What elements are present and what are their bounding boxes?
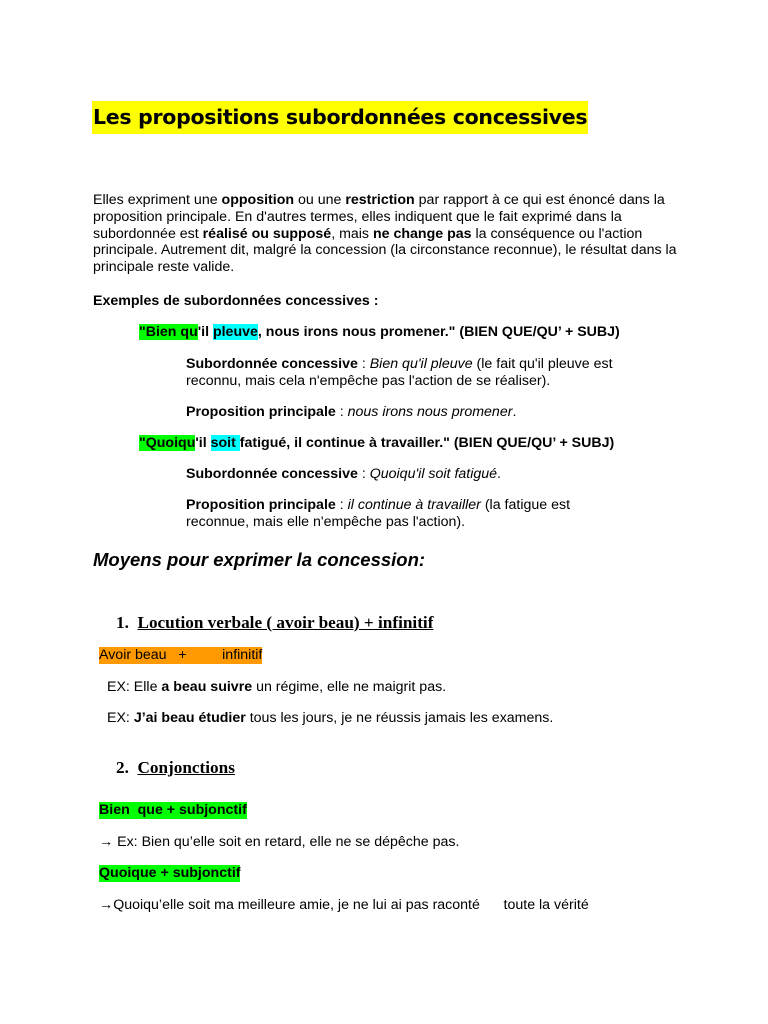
main-clause-italic: nous irons nous promener (347, 404, 513, 420)
section1-title: Locution verbale ( avoir beau) + infinitif (137, 613, 434, 632)
example2-text: fatigué, il continue à travailler." (BIEN QUE/QU’ + SUBJ) (239, 435, 615, 451)
section1-formula: Avoir beau + infinitif (99, 647, 263, 663)
separator: : (335, 404, 348, 420)
example2-highlight-cyan: soit (210, 435, 240, 451)
example2-sentence (139, 435, 614, 452)
example2-highlight-green: "Quoiqu (139, 435, 196, 451)
intro-bold-opposition: opposition (221, 192, 295, 208)
subordinate-explanation: . (497, 466, 501, 482)
example2-text: 'il (195, 435, 211, 451)
example1-text: , nous irons nous promener." (BIEN QUE/QU’ + SUBJ) (257, 324, 620, 340)
main-clause-label: Proposition principale (186, 497, 336, 513)
section2-title: Conjonctions (137, 758, 235, 777)
subordinate-explanation: (le fait qu'il pleuve est reconnu, mais cela n'empêche pas l'action de se réaliser). (186, 356, 613, 389)
example1-subordinate (186, 356, 666, 390)
means-heading: Moyens pour exprimer la concession: (93, 549, 426, 570)
intro-text: la conséquence ou l'action principale. Autrement dit, malgré la concession (la circonstance reconnue), le résultat dans la principale reste valide. (93, 225, 677, 276)
section2-item1-label: Bien que + subjonctif (99, 802, 247, 818)
example-rest: tous les jours, je ne réussis jamais les examens. (245, 710, 554, 726)
separator: : (357, 356, 370, 372)
section1-heading (116, 613, 433, 633)
intro-bold-realise: réalisé ou supposé (202, 225, 332, 242)
main-clause-label: Proposition principale (186, 404, 336, 420)
section2-item2-label: Quoique + subjonctif (99, 865, 241, 881)
intro-text: ou une (294, 192, 346, 208)
example-prefix: EX: (107, 710, 134, 726)
intro-text: par rapport à ce qui est énoncé dans la proposition principale. En d'autres termes, elles indiquent que le fait exprimé dans la subordonnée est (93, 192, 665, 242)
example2-main-clause (186, 497, 626, 531)
example1-main-clause (186, 404, 516, 421)
example-bold: J’ai beau étudier (133, 710, 246, 726)
intro-bold-ne-change-pas: ne change pas (372, 225, 472, 242)
main-clause-rest: . (512, 404, 517, 420)
main-clause-italic: il continue à travailler (347, 497, 481, 513)
example-rest: un régime, elle ne maigrit pas. (252, 679, 447, 695)
example2-subordinate (186, 466, 501, 483)
subordinate-italic: Quoiqu'il soit fatigué (369, 466, 498, 482)
section2-number: 2. (116, 758, 129, 777)
examples-heading: Exemples de subordonnées concessives : (93, 293, 379, 309)
intro-paragraph (93, 192, 693, 276)
subordinate-label: Subordonnée concessive (186, 356, 358, 372)
section2-heading (116, 758, 235, 778)
example1-highlight-green: "Bien qu (139, 324, 198, 340)
main-clause-rest: (la fatigue est reconnue, mais elle n'empêche pas l'action). (186, 497, 571, 530)
intro-bold-restriction: restriction (345, 192, 415, 208)
example1-highlight-cyan: pleuve (212, 324, 258, 340)
page-title: Les propositions subordonnées concessives (92, 101, 588, 134)
example-bold: a beau suivre (161, 679, 253, 695)
example1-text: 'il (197, 324, 213, 340)
section2-item1-example: → Ex: Bien qu’elle soit en retard, elle ne se dépêche pas. (99, 834, 460, 850)
intro-text: Elles expriment une (93, 192, 222, 208)
section2-item2-example: →Quoiqu’elle soit ma meilleure amie, je ne lui ai pas raconté toute la vérité (99, 897, 589, 913)
subordinate-italic: Bien qu'il pleuve (369, 356, 473, 372)
section1-number: 1. (116, 613, 129, 632)
separator: : (335, 497, 348, 513)
example-prefix: EX: Elle (107, 679, 162, 695)
separator: : (357, 466, 370, 482)
section1-example1 (107, 679, 446, 696)
example1-sentence (139, 324, 620, 341)
subordinate-label: Subordonnée concessive (186, 466, 358, 482)
section1-example2 (107, 710, 553, 727)
intro-text: , mais (331, 225, 373, 242)
